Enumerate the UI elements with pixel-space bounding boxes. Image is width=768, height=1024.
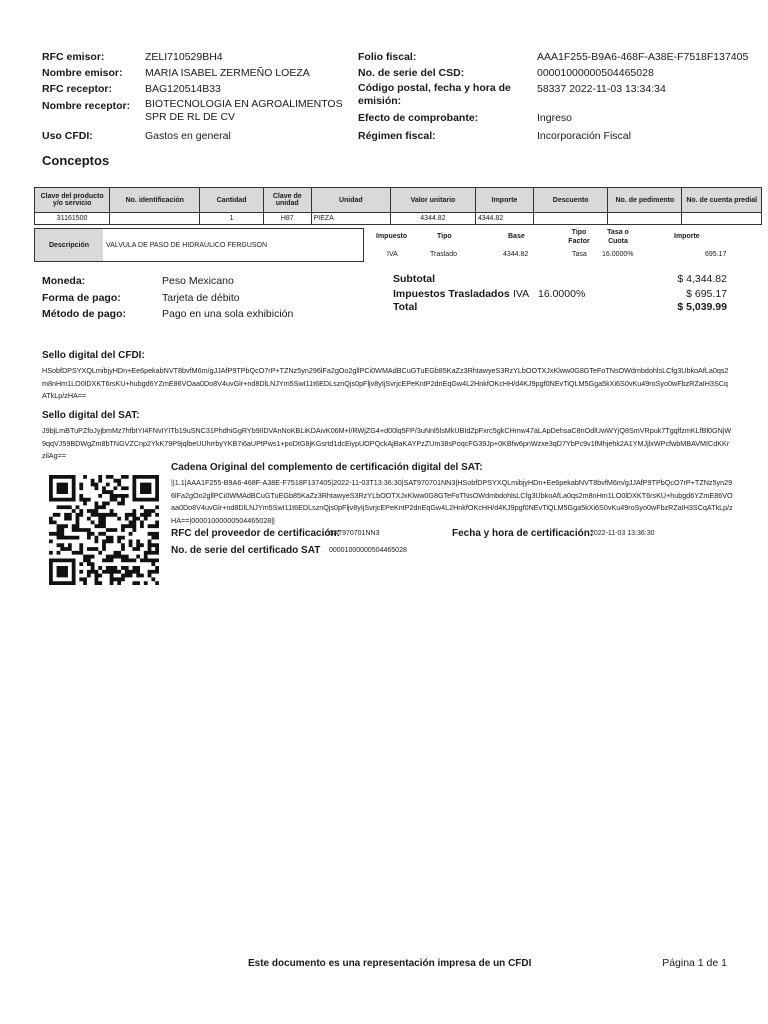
table-cell <box>534 213 608 225</box>
table-header: Importe <box>475 188 533 213</box>
tipo-cell: Traslado <box>430 251 457 258</box>
uso-cfdi-label: Uso CFDI: <box>42 130 93 142</box>
total-value: $ 5,039.99 <box>677 301 727 313</box>
serie-certificado-label: No. de serie del certificado SAT <box>171 545 321 556</box>
table-header: Clave del producto y/o servicio <box>35 188 110 213</box>
table-cell: H87 <box>263 213 311 225</box>
base-cell: 4344.82 <box>503 251 529 258</box>
subtotal-value: $ 4,344.82 <box>677 273 727 285</box>
fecha-certificacion-value: 2022-11-03 13:36:30 <box>590 530 655 537</box>
forma-pago-label: Forma de pago: <box>42 292 121 304</box>
efecto-label: Efecto de comprobante: <box>358 112 479 124</box>
folio-fiscal-value: AAA1F255-B9A6-468F-A38E-F7518F137405 <box>537 51 749 63</box>
rfc-receptor-value: BAG120514B33 <box>145 83 221 95</box>
subtotal-label: Subtotal <box>393 273 435 285</box>
impuestos-value: $ 695.17 <box>686 288 727 300</box>
table-cell <box>110 213 200 225</box>
moneda-label: Moneda: <box>42 275 86 287</box>
serie-certificado-value: 00001000000504465028 <box>329 547 407 554</box>
table-cell: 4344.82 <box>391 213 476 225</box>
regimen-value: Incorporación Fiscal <box>537 130 631 142</box>
rfc-emisor-value: ZELI710529BH4 <box>145 51 223 63</box>
conceptos-table <box>34 187 762 225</box>
impuestos-tasa: 16.0000% <box>538 288 586 300</box>
codigo-postal-value: 58337 2022-11-03 13:34:34 <box>537 83 666 95</box>
table-header: Clave de unidad <box>263 188 311 213</box>
table-cell <box>682 213 762 225</box>
regimen-label: Régimen fiscal: <box>358 130 436 142</box>
nombre-receptor-value: BIOTECNOLOGIA EN AGROALIMENTOS SPR DE RL DE CV <box>145 98 343 123</box>
sello-cfdi-value: HSobfDPSYXQLmibjyHDn+Ee6pekabNVT8bvfM6m/gJJAfP9TPbQcO7rP+TZNz5yn296lFa2gOo2gllPCi0WMAdBCuGTuEGb85KaZz3RhtawyeS3RzYLbOOTXJxKlww0G8GTeFoTNsOWdmbdohlsLCfg3UbkoAfLa0qs2m8nHm1LO0lDXKT6rsKU+hubgd6YZmE86VOaa0Do8V4uvGlr+nd8DlLNJYm5SwI11t6EDLsznQjs0pFljv8yIjSvrjcEPeKntP2dnEqGw4L2HnkfOKcHH/d4KJ9pgf0NEvTiQLM5Gga5kXi6S0vKu49roSyo0wFbzRZaIH3SCqATkLp/zHA== <box>42 366 729 400</box>
conceptos-title: Conceptos <box>42 153 110 168</box>
sello-sat-label: Sello digital del SAT: <box>42 410 140 421</box>
impuestos-trasladados-label: Impuestos Trasladados <box>393 288 510 300</box>
table-header: Unidad <box>311 188 390 213</box>
cadena-original-value: ||1.1|AAA1F255-B9A6-468F-A38E-F7518F137405|2022-11-03T13:36:30|SAT970701NN3|HSobfDPSYXQLmibjyHDn+Ee6pekabNVT8bvfM6m/gJJAfP9TPbQcO7rP+TZNz5yn296lFa2gOo2gllPCi0WMAdBCuGTuEGb85KaZz3RhtawyeS3RzYLbOOTXJxKlww0G8GTeFoTNsOWdmbdohlsLCfg3UbkoAfLa0qs2m8nHm1LO0lDXKT6rsKU+hubgd6YZmE86VOaa0Do8V4uvGlr+nd8DlLNJYm5SwI11t6EDLsznQjs0pFljv8yIjSvrjcEPeKntP2dnEqGw4L2HnkfOKcHH/d4KJ9pgf0NEvTiQLM5Gga5kXi6S0vKu49roSyo0wFbzRZaIH3SCqATkLp/zHA==|00001000000504465028|| <box>171 478 733 525</box>
table-cell: PIEZA <box>311 213 390 225</box>
metodo-pago-value: Pago en una sola exhibición <box>162 308 294 320</box>
fecha-certificacion-label: Fecha y hora de certificación: <box>452 528 594 539</box>
table-header: Valor unitario <box>391 188 476 213</box>
moneda-value: Peso Mexicano <box>162 275 234 287</box>
rfc-proveedor-value: SAT970701NN3 <box>329 530 380 537</box>
tasa-cuota-header: Tasa o Cuota <box>607 229 629 245</box>
table-header: No. de cuenta predial <box>682 188 762 213</box>
table-cell: 1 <box>200 213 264 225</box>
codigo-postal-label: Código postal, fecha y hora de emisión: <box>358 82 511 107</box>
impuesto-cell: IVA <box>387 251 398 258</box>
rfc-receptor-label: RFC receptor: <box>42 83 113 95</box>
table-cell <box>608 213 682 225</box>
sello-cfdi-label: Sello digital del CFDI: <box>42 350 145 361</box>
serie-csd-value: 00001000000504465028 <box>537 67 654 79</box>
tipo-header: Tipo <box>437 233 452 240</box>
table-row <box>35 213 762 225</box>
table-header: No. identificación <box>110 188 200 213</box>
table-header: Cantidad <box>200 188 264 213</box>
table-header: Descuento <box>534 188 608 213</box>
descripcion-label: Descripción <box>35 229 103 261</box>
descripcion-box <box>34 228 364 262</box>
rfc-proveedor-label: RFC del proveedor de certificación: <box>171 528 340 539</box>
rfc-emisor-label: RFC emisor: <box>42 51 105 63</box>
serie-csd-label: No. de serie del CSD: <box>358 67 465 79</box>
footer-note: Este documento es una representación impresa de un CFDI <box>248 958 532 969</box>
sello-sat-value: J9bjLmBTuPZfoJyjbmMz7hfbtYI4FNvIYITb19uSNC31PhdhiGgRYb9IlDVAnNoKBLiKDAivK06M+l/RWjZG4+d00lq5FP/3uNnl5lsMkUBIdZpFxrc5gkCHmw47aLApDehsaC8nOdlUwWYjQ8SmVRpuk7TgqlfzmKLfBl0GNjW9qqVJ59BDWgZm8bTNGVZCnp2YkK79P9jqlbeUUhrrbyYKB7i6aUPtPws1+poDtG8jKGsrtd1dcEiypUOPQckAjBaKAYPzZUm38sPoqcFG39Jp+0KBfw6pnWzxe3qD7YbPc9v1fMhjehk2A1YMJjlxWPcfwbMBAVMICdKKrzilAg== <box>42 426 732 460</box>
uso-cfdi-value: Gastos en general <box>145 130 231 142</box>
total-label: Total <box>393 301 418 313</box>
nombre-receptor-label: Nombre receptor: <box>42 100 131 112</box>
page-number: Página 1 de 1 <box>662 957 727 969</box>
forma-pago-value: Tarjeta de débito <box>162 292 240 304</box>
base-header: Base <box>508 233 525 240</box>
tasa-cell: 16.0000% <box>602 251 634 258</box>
qr-code-icon <box>49 475 159 585</box>
table-cell: 4344.82 <box>475 213 533 225</box>
table-header-row <box>35 188 762 213</box>
importe-tax-header: Importe <box>674 233 700 240</box>
table-cell: 31161500 <box>35 213 110 225</box>
metodo-pago-label: Método de pago: <box>42 308 126 320</box>
efecto-value: Ingreso <box>537 112 573 124</box>
folio-fiscal-label: Folio fiscal: <box>358 51 417 63</box>
table-header: No. de pedimento <box>608 188 682 213</box>
impuesto-header: Impuesto <box>376 233 408 240</box>
tipo-factor-header: Tipo Factor <box>568 229 590 245</box>
cadena-original-label: Cadena Original del complemento de certificación digital del SAT: <box>171 462 483 473</box>
importe-tax-cell: 695.17 <box>705 251 727 258</box>
nombre-emisor-value: MARIA ISABEL ZERMEÑO LOEZA <box>145 67 310 79</box>
impuestos-tipo: IVA <box>513 288 530 300</box>
tipo-factor-cell: Tasa <box>572 251 587 258</box>
nombre-emisor-label: Nombre emisor: <box>42 67 123 79</box>
descripcion-value: VALVULA DE PASO DE HIDRAULICO FERGUSON <box>106 241 268 249</box>
